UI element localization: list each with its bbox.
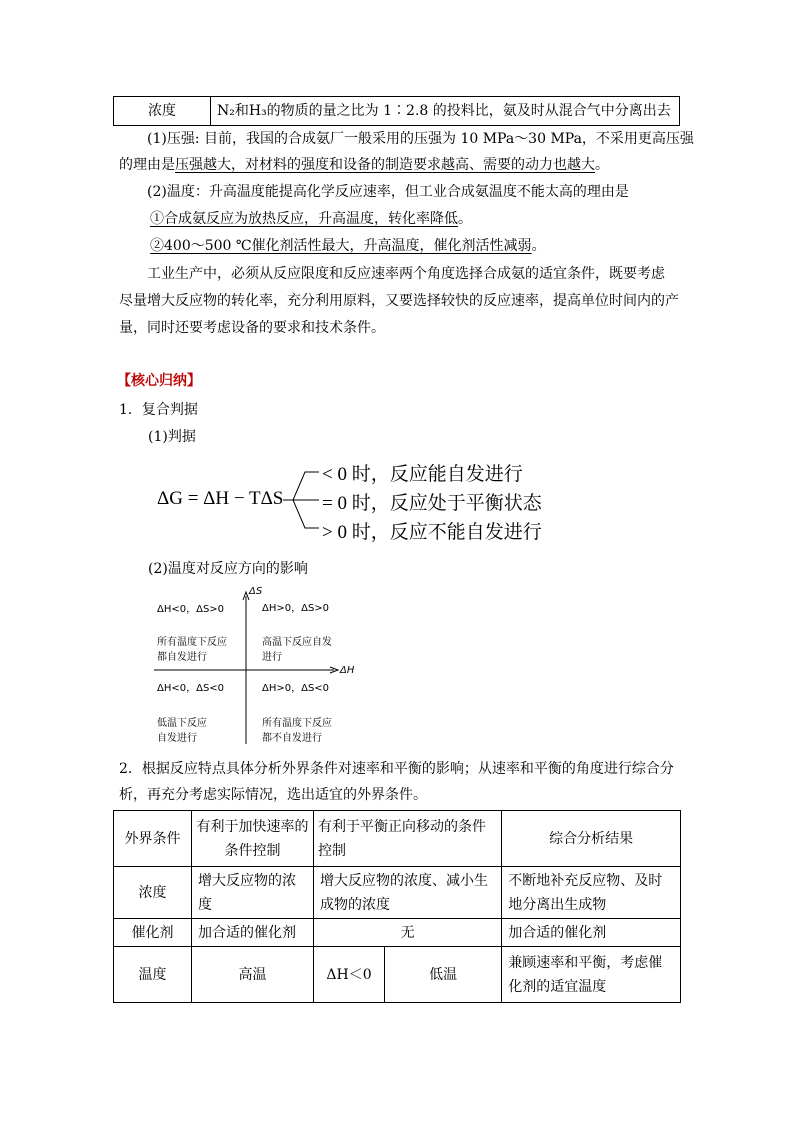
temperature-reason-1 [150,208,472,228]
table-header-cell: 综合分析结果 [502,811,681,867]
item1-title: 1．复合判据 [119,402,198,418]
table-cell: 增大反应物的浓度、减小生成物的浓度 [314,867,502,919]
quadrant-3-result-2: 自发进行 [157,733,197,744]
quadrant-1-result-2: 进行 [262,652,282,663]
formula-branch-negative: < 0 时，反应能自发进行 [322,464,523,485]
quadrant-4-result-1: 所有温度下反应 [262,718,332,729]
quadrant-4-result-2: 都不自发进行 [262,733,322,744]
temperature-reason-1-text: ①合成氨反应为放热反应，升高温度，转化率降低 [150,211,458,227]
temperature-reason-1-end: 。 [458,211,472,227]
table-cell: ΔH＜0 [314,947,385,1003]
pressure-line-2-plain: 的理由是 [119,157,175,173]
top-table-content: N₂和H₃的物质的量之比为 1∶2.8 的投料比，氨及时从混合气中分离出去 [211,97,680,126]
summary-line-2: 尽量增大反应物的转化率，充分利用原料，又要选择较快的反应速率，提高单位时间内的产 [119,293,679,309]
table-header-row [114,811,681,867]
table-cell: 加合适的催化剂 [502,919,681,947]
quadrant-3-result-1: 低温下反应 [157,718,207,729]
formula-branch-zero: = 0 时，反应处于平衡状态 [322,493,542,514]
section-title: 【核心归纳】 [117,373,201,389]
item2-line-1: 2．根据反应特点具体分析外界条件对速率和平衡的影响；从速率和平衡的角度进行综合分 [119,761,674,777]
formula-main: ΔG = ΔH − TΔS [157,488,284,509]
temperature-intro: (2)温度：升高温度能提高化学反应速率，但工业合成氨温度不能太高的理由是 [147,184,629,200]
quadrant-2-condition: ΔH<0，ΔS>0 [157,604,225,615]
table-cell: 加合适的催化剂 [192,919,314,947]
formula-bracket [283,469,323,533]
quadrant-1-condition: ΔH>0，ΔS>0 [262,603,330,614]
table-row [114,947,681,1003]
quadrant-2-result-1: 所有温度下反应 [157,637,227,648]
summary-line-1: 工业生产中，必须从反应限度和反应速率两个角度选择合成氨的适宜条件，既要考虑 [147,266,665,282]
table-cell: 兼顾速率和平衡，考虑催化剂的适宜温度 [502,947,681,1003]
quadrant-4-condition: ΔH>0，ΔS<0 [262,683,330,694]
pressure-reason: 压强越大，对材料的强度和设备的制造要求越高、需要的动力也越大 [175,157,595,173]
table-cell: 高温 [192,947,314,1003]
pressure-line-1: (1)压强: 目前，我国的合成氨厂一般采用的压强为 10 MPa～30 MPa，不采用更高压强 [147,131,694,147]
pressure-line-2 [119,154,609,174]
table-cell: 催化剂 [114,919,192,947]
table-header-cell: 外界条件 [114,811,192,867]
quadrant-3-condition: ΔH<0，ΔS<0 [157,683,225,694]
table-header-cell: 有利于加快速率的条件控制 [192,811,314,867]
table-cell: 不断地补充反应物、及时地分离出生成物 [502,867,681,919]
summary-line-3: 量，同时还要考虑设备的要求和技术条件。 [119,320,385,336]
table-cell: 增大反应物的浓度 [192,867,314,919]
table-cell: 浓度 [114,867,192,919]
y-axis-label: ΔS [249,586,263,597]
table-row [114,867,681,919]
temperature-reason-2-end: 。 [531,238,546,254]
table-cell: 温度 [114,947,192,1003]
formula-branch-positive: > 0 时，反应不能自发进行 [322,522,542,543]
quadrant-1-result-1: 高温下反应自发 [262,637,332,648]
pressure-line-2-end: 。 [595,157,609,173]
table-cell: 无 [314,919,502,947]
temperature-reason-2-text: ②400～500 ℃催化剂活性最大，升高温度，催化剂活性减弱 [150,238,532,254]
quadrant-2-result-2: 都自发进行 [157,652,207,663]
conditions-table [113,810,681,1003]
x-axis-label: ΔH [340,665,355,676]
table-row [114,919,681,947]
table-cell: 低温 [385,947,502,1003]
top-table-label: 浓度 [114,97,211,126]
item1-sub1: (1)判据 [148,429,196,445]
item1-sub2: (2)温度对反应方向的影响 [148,561,308,577]
table-header-cell: 有利于平衡正向移动的条件控制 [314,811,502,867]
temperature-reason-2 [150,235,546,255]
item2-line-2: 析，再充分考虑实际情况，选出适宜的外界条件。 [119,787,427,803]
top-table [113,96,680,126]
